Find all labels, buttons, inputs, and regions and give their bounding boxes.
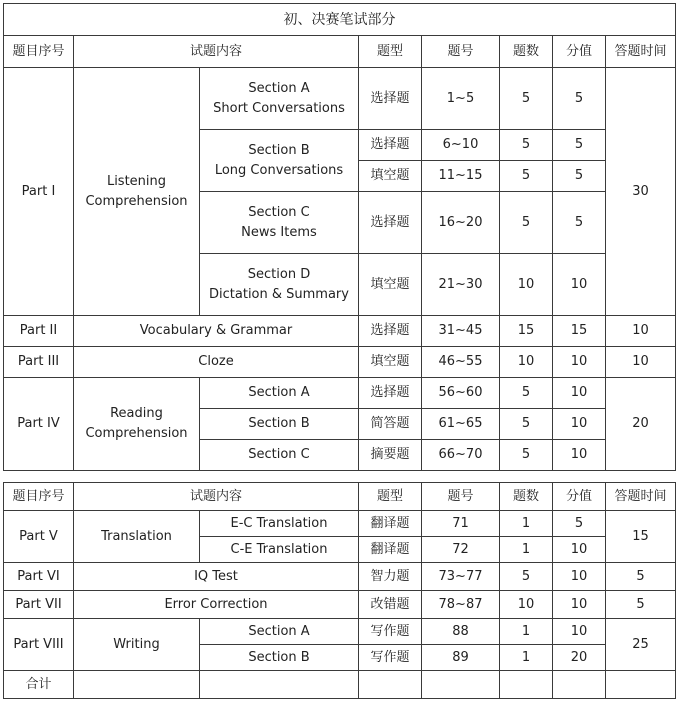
section-label: Section A (200, 378, 359, 409)
question-score: 10 (553, 347, 606, 378)
total-time (606, 671, 676, 699)
total-content (74, 671, 200, 699)
written-test-table-2 (3, 482, 676, 699)
part-content: Cloze (74, 347, 359, 378)
question-numbers: 1~5 (422, 68, 500, 130)
part-content: Reading Comprehension (74, 378, 200, 471)
answer-time: 30 (606, 68, 676, 316)
question-score: 10 (553, 409, 606, 440)
question-score: 10 (553, 563, 606, 591)
header-row (4, 36, 676, 68)
section-label: Section D Dictation & Summary (200, 254, 359, 316)
question-score: 10 (553, 537, 606, 563)
question-count: 5 (500, 130, 553, 161)
header-content: 试题内容 (74, 483, 359, 511)
part-label: Part V (4, 511, 74, 563)
question-count: 5 (500, 409, 553, 440)
header-numbers: 题号 (422, 483, 500, 511)
header-numbers: 题号 (422, 36, 500, 68)
question-type: 选择题 (359, 130, 422, 161)
section-label: Section B (200, 409, 359, 440)
question-numbers: 46~55 (422, 347, 500, 378)
table-row (4, 347, 676, 378)
table-row (4, 68, 676, 130)
table-row (4, 619, 676, 645)
question-numbers: 71 (422, 511, 500, 537)
question-score: 5 (553, 68, 606, 130)
header-score: 分值 (553, 483, 606, 511)
part-label: Part VII (4, 591, 74, 619)
table-row (4, 591, 676, 619)
header-type: 题型 (359, 483, 422, 511)
question-score: 20 (553, 645, 606, 671)
answer-time: 5 (606, 563, 676, 591)
question-type: 选择题 (359, 68, 422, 130)
question-type: 选择题 (359, 316, 422, 347)
question-count: 5 (500, 563, 553, 591)
question-score: 10 (553, 619, 606, 645)
header-content: 试题内容 (74, 36, 359, 68)
section-label: Section C News Items (200, 192, 359, 254)
question-type: 选择题 (359, 192, 422, 254)
question-score: 5 (553, 511, 606, 537)
header-row (4, 483, 676, 511)
table-title: 初、决赛笔试部分 (4, 4, 676, 36)
total-label: 合计 (4, 671, 74, 699)
question-score: 10 (553, 440, 606, 471)
part-content: Error Correction (74, 591, 359, 619)
question-count: 10 (500, 591, 553, 619)
question-count: 1 (500, 619, 553, 645)
section-label: Section A Short Conversations (200, 68, 359, 130)
question-type: 写作题 (359, 645, 422, 671)
total-row (4, 671, 676, 699)
header-score: 分值 (553, 36, 606, 68)
question-type: 填空题 (359, 347, 422, 378)
part-content: IQ Test (74, 563, 359, 591)
total-score (553, 671, 606, 699)
part-label: Part VIII (4, 619, 74, 671)
question-type: 填空题 (359, 161, 422, 192)
part-content: Vocabulary & Grammar (74, 316, 359, 347)
header-time: 答题时间 (606, 36, 676, 68)
table-row (4, 511, 676, 537)
question-type: 翻译题 (359, 511, 422, 537)
question-score: 5 (553, 192, 606, 254)
answer-time: 20 (606, 378, 676, 471)
question-numbers: 21~30 (422, 254, 500, 316)
question-numbers: 56~60 (422, 378, 500, 409)
question-numbers: 72 (422, 537, 500, 563)
question-numbers: 31~45 (422, 316, 500, 347)
part-label: Part III (4, 347, 74, 378)
written-test-table-1 (3, 3, 676, 471)
question-numbers: 11~15 (422, 161, 500, 192)
question-numbers: 89 (422, 645, 500, 671)
answer-time: 5 (606, 591, 676, 619)
question-numbers: 88 (422, 619, 500, 645)
question-count: 5 (500, 440, 553, 471)
table-row (4, 563, 676, 591)
question-numbers: 78~87 (422, 591, 500, 619)
header-count: 题数 (500, 36, 553, 68)
question-type: 写作题 (359, 619, 422, 645)
question-count: 1 (500, 537, 553, 563)
question-count: 5 (500, 68, 553, 130)
question-type: 填空题 (359, 254, 422, 316)
question-type: 简答题 (359, 409, 422, 440)
section-label: Section A (200, 619, 359, 645)
question-numbers: 66~70 (422, 440, 500, 471)
total-type (359, 671, 422, 699)
part-content: Writing (74, 619, 200, 671)
section-label: Section C (200, 440, 359, 471)
question-numbers: 61~65 (422, 409, 500, 440)
answer-time: 10 (606, 347, 676, 378)
answer-time: 10 (606, 316, 676, 347)
question-type: 选择题 (359, 378, 422, 409)
answer-time: 15 (606, 511, 676, 563)
question-score: 5 (553, 161, 606, 192)
question-score: 5 (553, 130, 606, 161)
header-time: 答题时间 (606, 483, 676, 511)
question-score: 10 (553, 591, 606, 619)
question-numbers: 73~77 (422, 563, 500, 591)
question-numbers: 16~20 (422, 192, 500, 254)
total-count (500, 671, 553, 699)
part-content: Listening Comprehension (74, 68, 200, 316)
question-type: 翻译题 (359, 537, 422, 563)
question-count: 10 (500, 254, 553, 316)
part-label: Part IV (4, 378, 74, 471)
question-count: 5 (500, 192, 553, 254)
header-item-number: 题目序号 (4, 483, 74, 511)
question-count: 5 (500, 378, 553, 409)
question-count: 15 (500, 316, 553, 347)
table-row (4, 316, 676, 347)
total-numbers (422, 671, 500, 699)
section-label: Section B (200, 645, 359, 671)
question-score: 10 (553, 378, 606, 409)
part-label: Part I (4, 68, 74, 316)
header-item-number: 题目序号 (4, 36, 74, 68)
question-type: 智力题 (359, 563, 422, 591)
question-count: 5 (500, 161, 553, 192)
header-count: 题数 (500, 483, 553, 511)
section-label: C-E Translation (200, 537, 359, 563)
header-type: 题型 (359, 36, 422, 68)
answer-time: 25 (606, 619, 676, 671)
question-type: 摘要题 (359, 440, 422, 471)
question-count: 1 (500, 645, 553, 671)
total-section (200, 671, 359, 699)
question-count: 1 (500, 511, 553, 537)
question-numbers: 6~10 (422, 130, 500, 161)
question-count: 10 (500, 347, 553, 378)
part-label: Part II (4, 316, 74, 347)
question-score: 10 (553, 254, 606, 316)
part-content: Translation (74, 511, 200, 563)
question-score: 15 (553, 316, 606, 347)
question-type: 改错题 (359, 591, 422, 619)
section-label: E-C Translation (200, 511, 359, 537)
section-label: Section B Long Conversations (200, 130, 359, 192)
table-row (4, 378, 676, 409)
part-label: Part VI (4, 563, 74, 591)
